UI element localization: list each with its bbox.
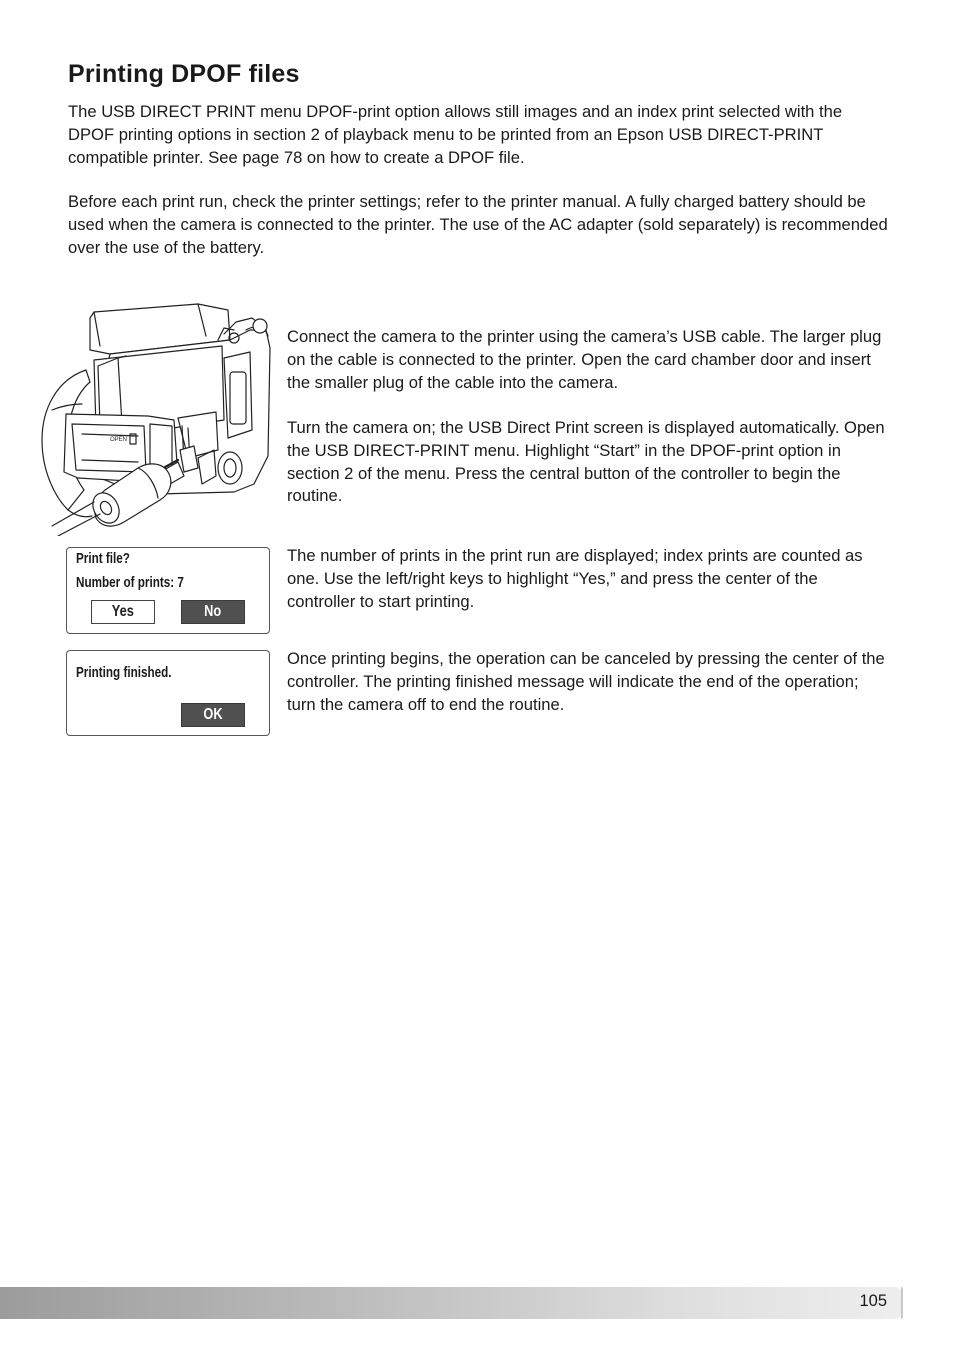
lcd-print-file-prompt: Print file? [76,550,130,567]
page-number: 105 [859,1292,887,1310]
door-open-label: OPEN [110,437,128,443]
lcd-printing-finished-screen [66,650,270,736]
lcd-ok-button[interactable]: OK [181,703,245,727]
lcd-print-confirm-screen [66,547,270,634]
intro-paragraph-2: Before each print run, check the printer settings; refer to the printer manual. A fully charged battery should be used when the camera is connected to the printer. The use of the AC adapter (sold separately) is recommended over the use of the battery. [68,192,888,257]
lcd-number-of-prints: Number of prints: 7 [76,574,184,591]
lcd-yes-button[interactable]: Yes [91,600,155,624]
step-4-text: Once printing begins, the operation can be canceled by pressing the center of the controller. The printing finished message will indicate the end of the operation; turn the camera off to end the routine. [287,649,885,714]
page-title: Printing DPOF files [68,60,300,88]
step-2-text: Turn the camera on; the USB Direct Print screen is displayed automatically. Open the USB DIRECT-PRINT menu. Highlight “Start” in the DPOF-print option in section 2 of the menu. Press the central button of the controller to begin the routine. [287,418,885,506]
footer-bar [0,1287,903,1319]
lcd-no-button[interactable]: No [181,600,245,624]
step-1-text: Connect the camera to the printer using the camera’s USB cable. The larger plug on the cable is connected to the printer. Open the card chamber door and insert the smaller plug of the cable into the camera. [287,327,882,392]
camera-usb-connection-illustration [38,300,274,536]
lcd-finished-message: Printing finished. [76,664,172,681]
intro-paragraph-1: The USB DIRECT PRINT menu DPOF-print option allows still images and an index print selected with the DPOF printing options in section 2 of playback menu to be printed from an Epson USB DIRECT-PRINT compatible printer. See page 78 on how to create a DPOF file. [68,102,843,167]
step-3-text: The number of prints in the print run are displayed; index prints are counted as one. Use the left/right keys to highlight “Yes,” and press the center of the controller to start printing. [287,546,863,611]
